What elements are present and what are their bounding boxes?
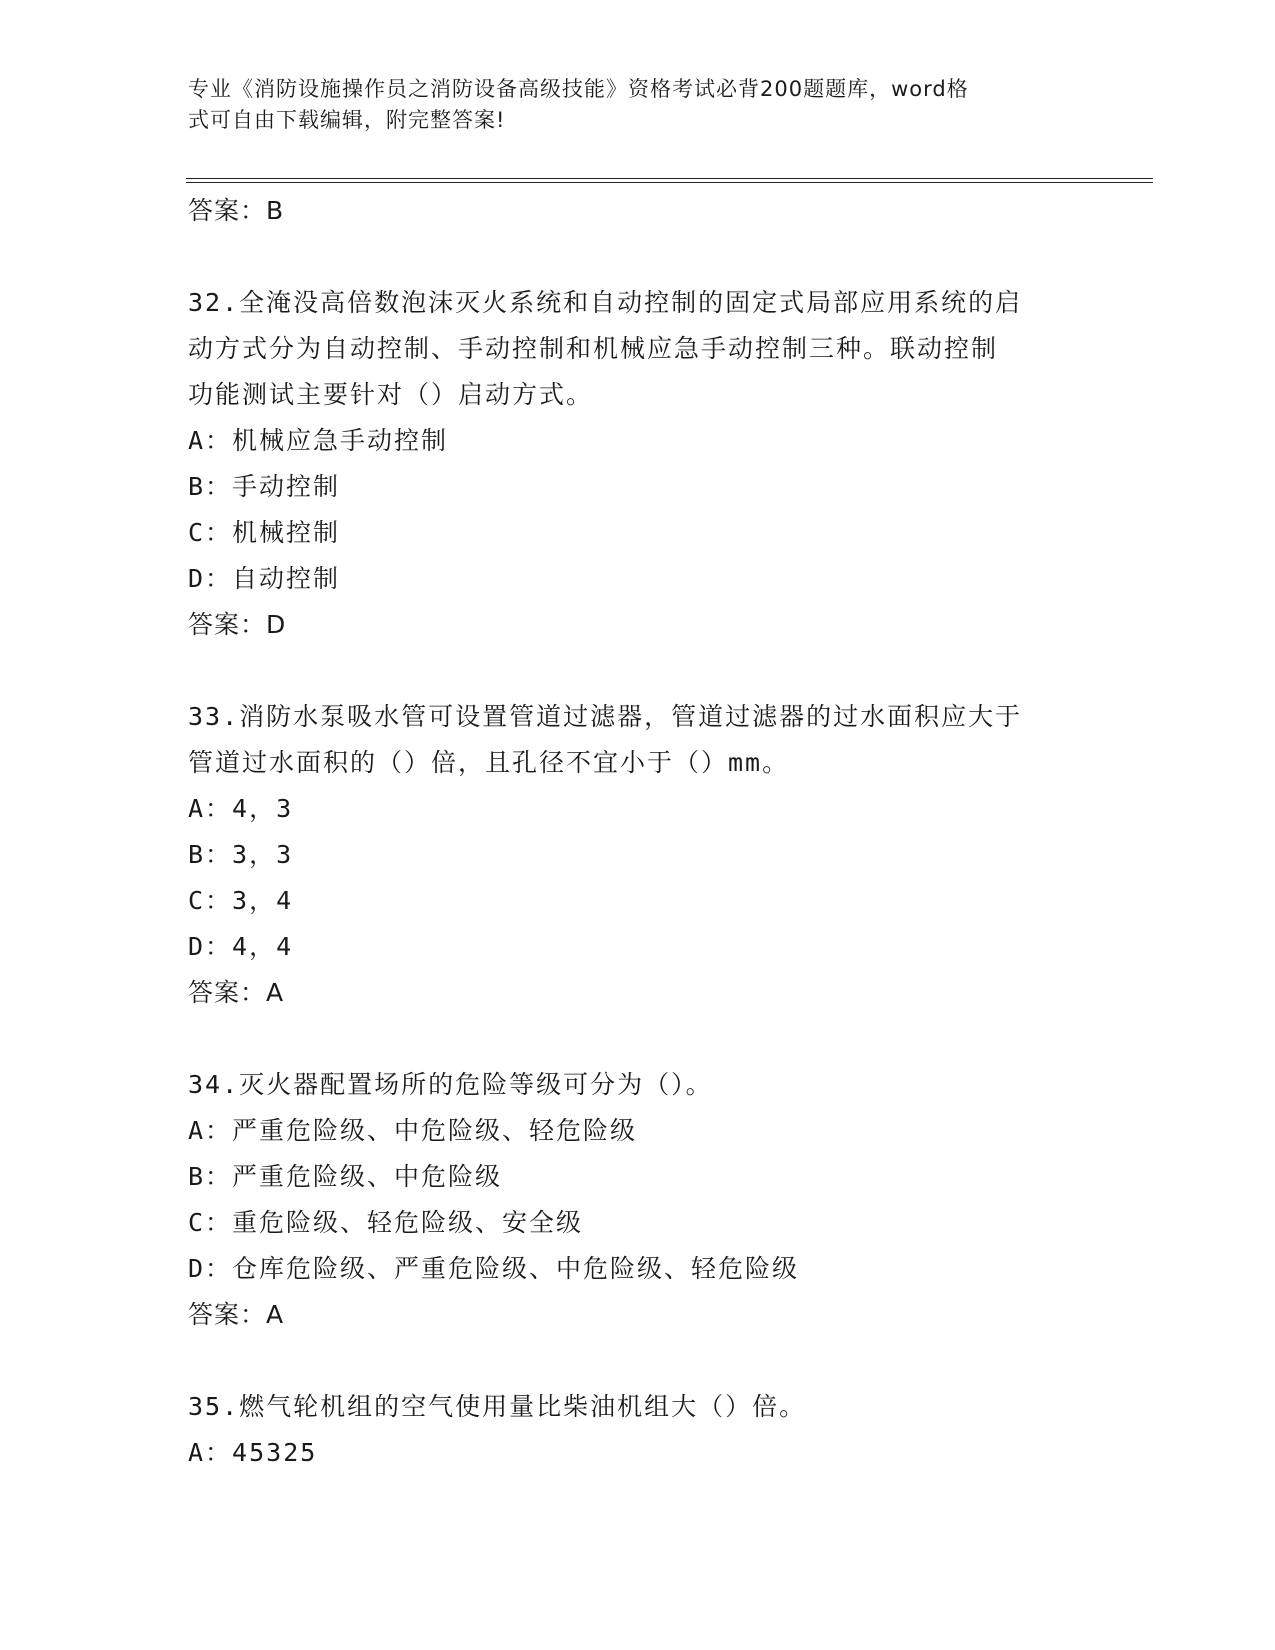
question-stem-line: 管道过水面积的（）倍，且孔径不宜小于（）mm。 [188,748,790,777]
question-block [188,1384,1108,1476]
answer-line: 答案：D [188,610,287,639]
option-c: C：机械控制 [188,518,341,547]
option-d: D：自动控制 [188,564,341,593]
option-a: A：机械应急手动控制 [188,426,449,455]
answer-line: 答案：A [188,978,285,1007]
question-stem [188,694,1108,786]
question-stem [188,280,1108,418]
question-stem [188,1384,1108,1430]
option-d: D：仓库危险级、严重危险级、中危险级、轻危险级 [188,1254,800,1283]
question-stem-line: 33.消防水泵吸水管可设置管道过滤器，管道过滤器的过水面积应大于 [188,702,1023,731]
header-divider-top [186,178,1153,179]
question-stem-line: 动方式分为自动控制、手动控制和机械应急手动控制三种。联动控制 [188,334,999,363]
option-a: A：4，3 [188,794,294,823]
question-stem-line: 32.全淹没高倍数泡沫灭火系统和自动控制的固定式局部应用系统的启 [188,288,1023,317]
question-block [188,280,1108,648]
question-stem [188,1062,1108,1108]
option-a: A：45325 [188,1438,318,1467]
header-divider-bottom [186,182,1153,183]
answer-line: 答案：A [188,1300,285,1329]
option-d: D：4，4 [188,932,294,961]
header-line-1: 专业《消防设施操作员之消防设备高级技能》资格考试必背200题题库，word格 [188,77,969,101]
question-list [188,188,1108,1476]
question-stem-line: 功能测试主要针对（）启动方式。 [188,380,594,409]
question-stem-line: 35.燃气轮机组的空气使用量比柴油机组大（）倍。 [188,1392,807,1421]
question-block [188,1062,1108,1338]
question-stem-line: 34.灭火器配置场所的危险等级可分为（）。 [188,1070,713,1099]
option-b: B：手动控制 [188,472,341,501]
option-a: A：严重危险级、中危险级、轻危险级 [188,1116,638,1145]
option-c: C：重危险级、轻危险级、安全级 [188,1208,584,1237]
header-line-2: 式可自由下载编辑，附完整答案! [188,108,506,132]
question-block [188,694,1108,1016]
option-b: B：3，3 [188,840,294,869]
answer-line: 答案：B [188,196,285,225]
option-c: C：3，4 [188,886,294,915]
option-b: B：严重危险级、中危险级 [188,1162,503,1191]
document-header [188,74,1088,136]
